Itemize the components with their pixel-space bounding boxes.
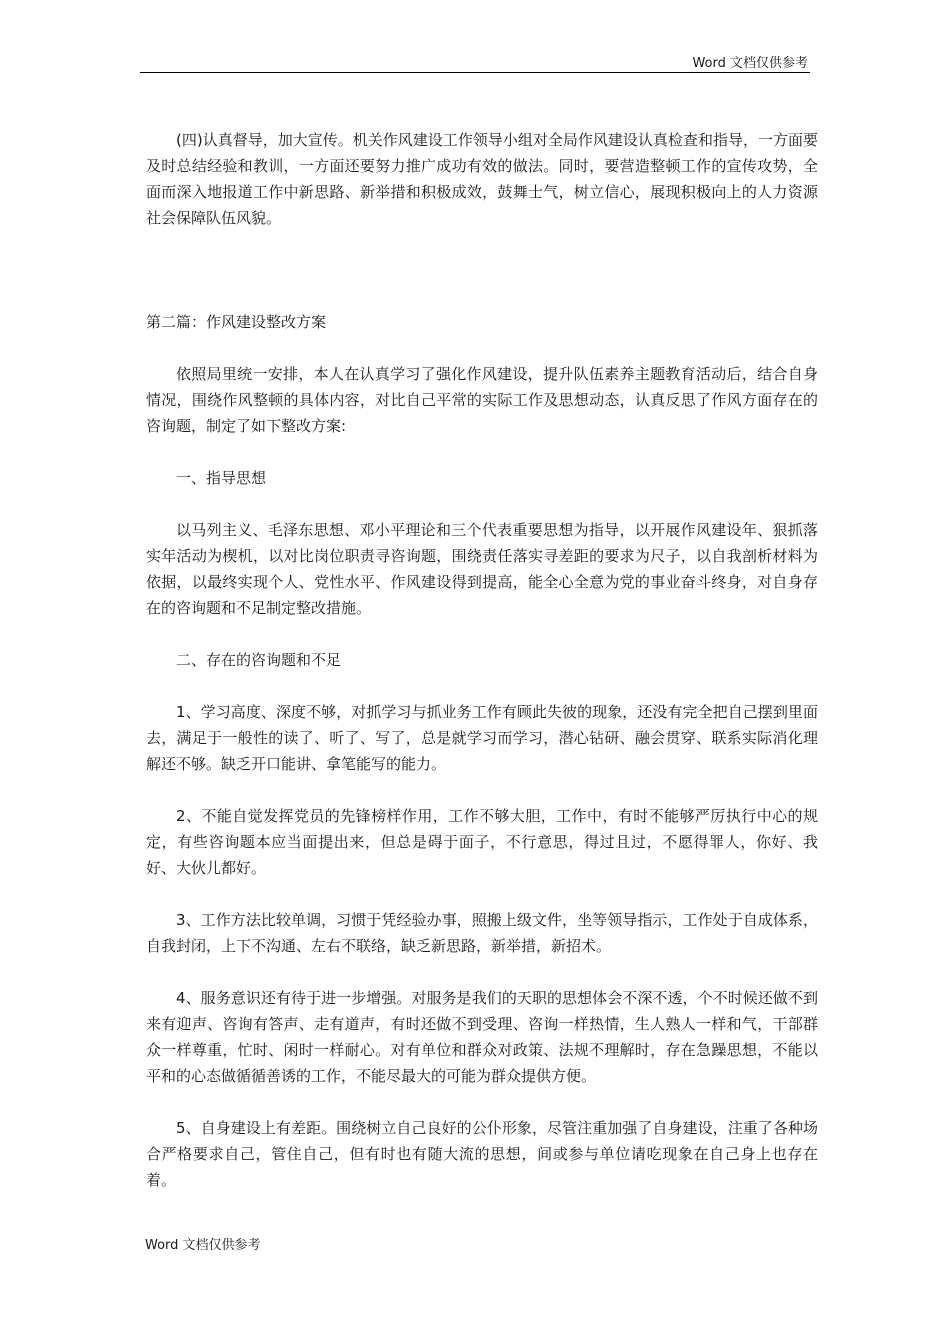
section-title-problems: 二、存在的咨询题和不足 [176,651,342,669]
list-item-problem-3: 3、工作方法比较单调，习惯于凭经验办事，照搬上级文件，坐等领导指示，工作处于自成体系，自我封闭，上下不沟通、左右不联络，缺乏新思路，新举措，新招术。 [146,911,818,955]
chapter-title: 第二篇：作风建设整改方案 [146,313,327,331]
list-item-problem-4: 4、服务意识还有待于进一步增强。对服务是我们的天职的思想体会不深不透，个不时候还做不到来有迎声、咨询有答声、走有道声，有时还做不到受理、咨询一样热情，生人熟人一样和气，干部群众一样尊重，忙时、闲时一样耐心。对有单位和群众对政策、法规不理解时，存在急躁思想，不能以平和的心态做循循善诱的工作，不能尽最大的可能为群众提供方便。 [146,989,818,1085]
page-header: Word 文档仅供参考 [692,56,808,71]
paragraph-guiding-thought: 以马列主义、毛泽东思想、邓小平理论和三个代表重要思想为指导，以开展作风建设年、狠抓落实年活动为楔机，以对比岗位职责寻咨询题，围绕责任落实寻差距的要求为尺子，以自我剖析材料为依据，以最终实现个人、党性水平、作风建设得到提高，能全心全意为党的事业奋斗终身，对自身存在的咨询题和不足制定整改措施。 [146,521,818,617]
document-body [146,127,818,1193]
list-item-problem-5: 5、自身建设上有差距。围绕树立自己良好的公仆形象，尽管注重加强了自身建设，注重了各种场合严格要求自己，管住自己，但有时也有随大流的思想，间或参与单位请吃现象在自己身上也存在着。 [146,1119,818,1189]
paragraph-publicity: (四)认真督导，加大宣传。机关作风建设工作领导小组对全局作风建设认真检查和指导，一方面要及时总结经验和教训，一方面还要努力推广成功有效的做法。同时，要营造整顿工作的宣传攻势，全面而深入地报道工作中新思路、新举措和积极成效，鼓舞士气，树立信心，展现积极向上的人力资源社会保障队伍风貌。 [146,131,818,227]
page-footer: Word 文档仅供参考 [145,1238,261,1253]
section-title-guiding-thought: 一、指导思想 [176,469,267,487]
list-item-problem-1: 1、学习高度、深度不够，对抓学习与抓业务工作有顾此失彼的现象，还没有完全把自己摆到里面去，满足于一般性的读了、听了、写了，总是就学习而学习，潜心钻研、融会贯穿、联系实际消化理解还不够。缺乏开口能讲、拿笔能写的能力。 [146,703,818,773]
header-rule [140,72,810,73]
paragraph-intro: 依照局里统一安排，本人在认真学习了强化作风建设，提升队伍素养主题教育活动后，结合自身情况，围绕作风整顿的具体内容，对比自己平常的实际工作及思想动态，认真反思了作风方面存在的咨询题，制定了如下整改方案: [146,365,818,435]
list-item-problem-2: 2、不能自觉发挥党员的先锋榜样作用，工作不够大胆，工作中，有时不能够严厉执行中心的规定，有些咨询题本应当面提出来，但总是碍于面子，不行意思，得过且过，不愿得罪人，你好、我好、大伙儿都好。 [146,807,818,877]
